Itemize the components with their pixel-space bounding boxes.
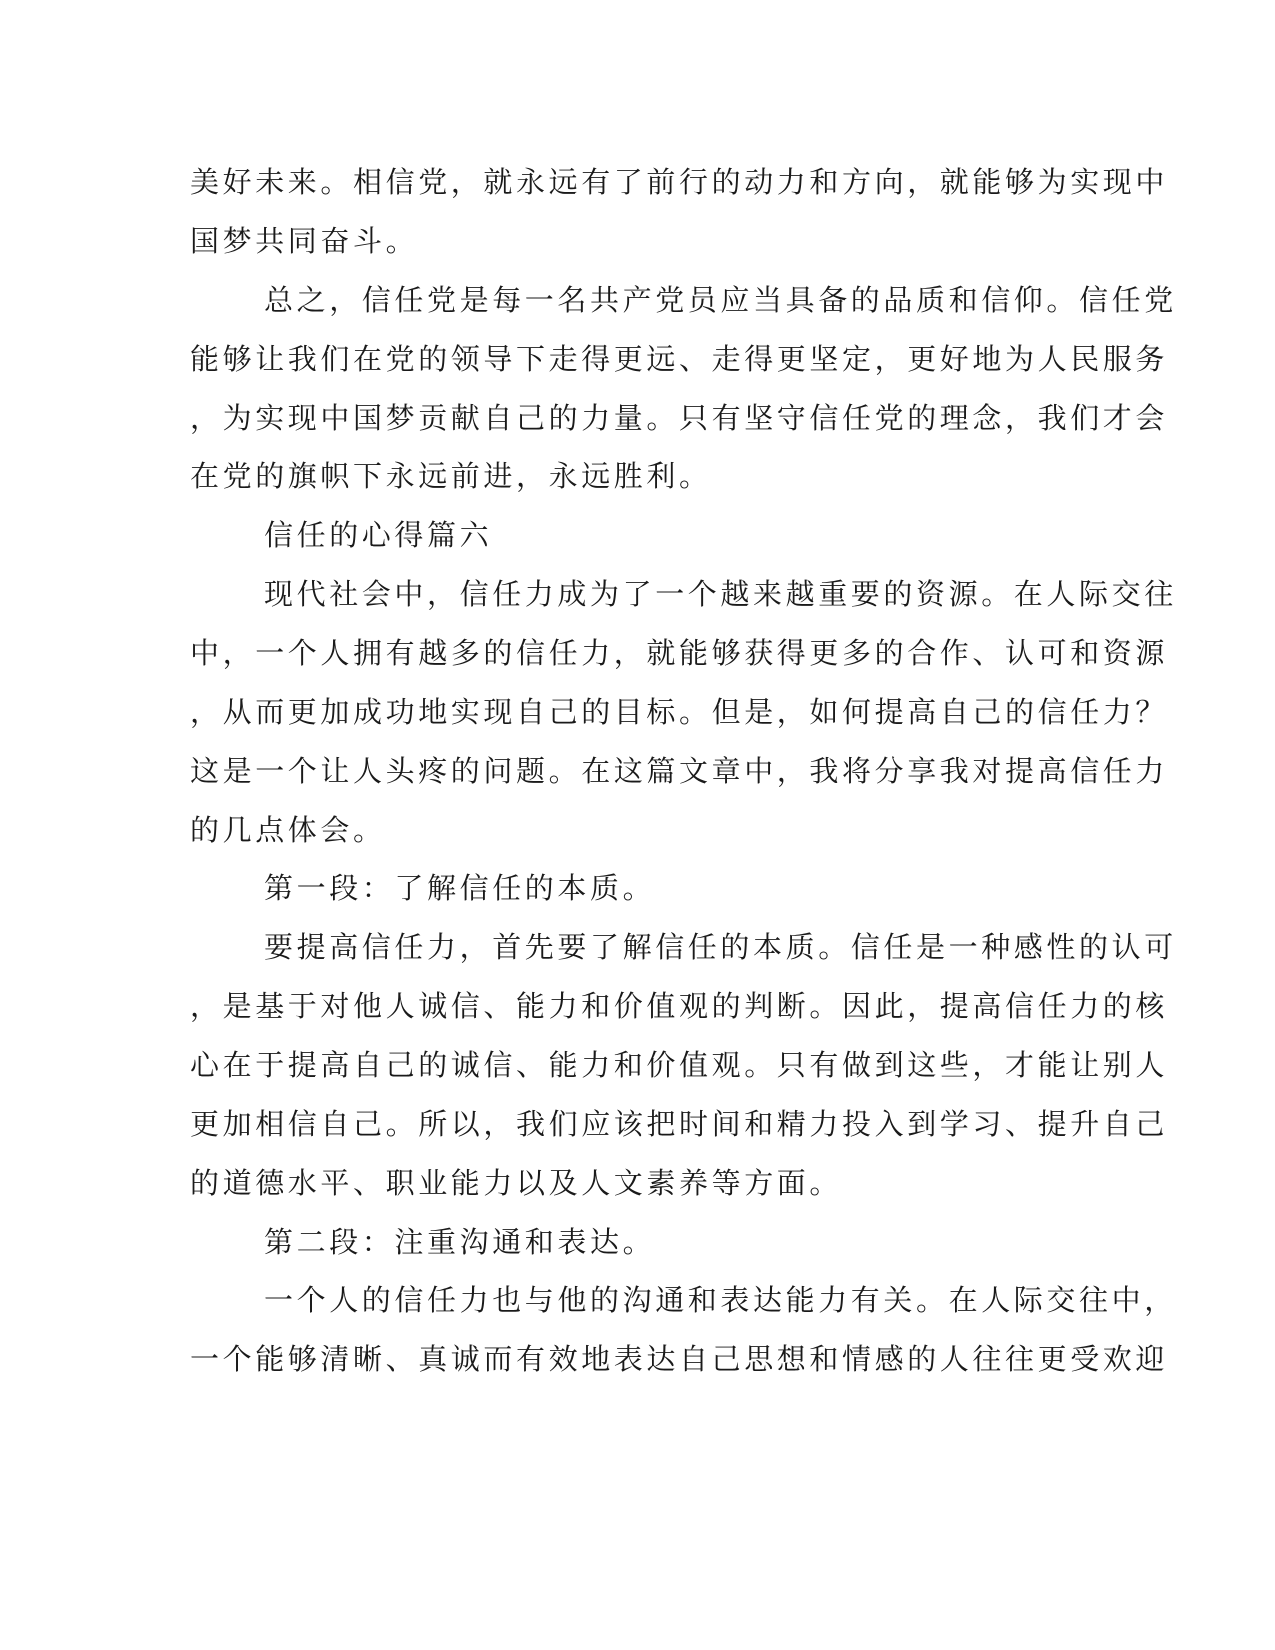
paragraph-first-line: 一个人的信任力也与他的沟通和表达能力有关。在人际交往中，	[264, 1283, 1177, 1317]
text-line: 这是一个让人头疼的问题。在这篇文章中，我将分享我对提高信任力	[190, 754, 1169, 788]
text-line: ，为实现中国梦贡献自己的力量。只有坚守信任党的理念，我们才会	[190, 401, 1169, 435]
text-line: 美好未来。相信党，就永远有了前行的动力和方向，就能够为实现中	[190, 165, 1169, 199]
text-line: 心在于提高自己的诚信、能力和价值观。只有做到这些，才能让别人	[190, 1048, 1169, 1082]
text-line: 中，一个人拥有越多的信任力，就能够获得更多的合作、认可和资源	[190, 636, 1169, 670]
text-line: 更加相信自己。所以，我们应该把时间和精力投入到学习、提升自己	[190, 1107, 1169, 1141]
subsection-heading: 第一段：了解信任的本质。	[264, 871, 656, 905]
section-heading: 信任的心得篇六	[264, 518, 493, 552]
text-line: 的道德水平、职业能力以及人文素养等方面。	[190, 1166, 843, 1200]
text-line: 能够让我们在党的领导下走得更远、走得更坚定，更好地为人民服务	[190, 342, 1169, 376]
paragraph-first-line: 现代社会中，信任力成为了一个越来越重要的资源。在人际交往	[264, 577, 1177, 611]
text-line: 在党的旗帜下永远前进，永远胜利。	[190, 459, 712, 493]
text-line: 国梦共同奋斗。	[190, 224, 419, 258]
text-line: ，从而更加成功地实现自己的目标。但是，如何提高自己的信任力？	[190, 695, 1169, 729]
text-line: ，是基于对他人诚信、能力和价值观的判断。因此，提高信任力的核	[190, 989, 1169, 1023]
subsection-heading: 第二段：注重沟通和表达。	[264, 1225, 656, 1259]
text-line: 一个能够清晰、真诚而有效地表达自己思想和情感的人往往更受欢迎	[190, 1342, 1169, 1376]
paragraph-first-line: 总之，信任党是每一名共产党员应当具备的品质和信仰。信任党	[264, 283, 1177, 317]
text-line: 的几点体会。	[190, 813, 386, 847]
paragraph-first-line: 要提高信任力，首先要了解信任的本质。信任是一种感性的认可	[264, 930, 1177, 964]
